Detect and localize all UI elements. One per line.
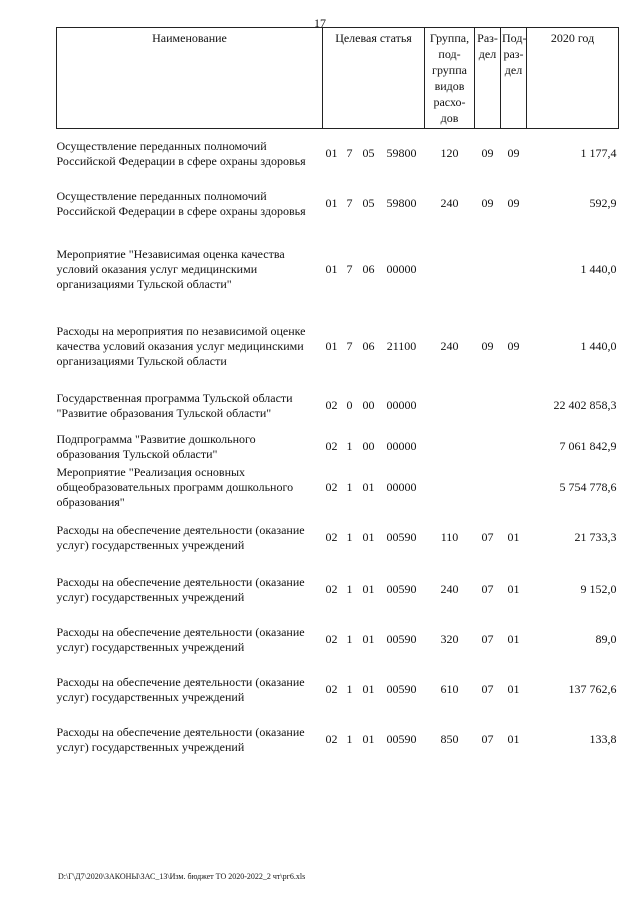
row-subsection	[501, 429, 527, 465]
row-name: Расходы на обеспечение деятельности (оказание услуг) государственных учреждений	[56, 522, 305, 552]
row-cs2: 1	[346, 682, 353, 696]
row-section	[475, 239, 501, 301]
row-amount: 89,0	[595, 632, 617, 646]
row-section	[475, 429, 501, 465]
row-cs4: 00590	[386, 732, 417, 746]
row-group	[425, 383, 475, 429]
row-cs4: 59800	[386, 146, 417, 161]
row-cs1: 02	[325, 530, 338, 544]
row-subsection: 01	[507, 530, 520, 544]
row-cs4: 00590	[386, 582, 417, 596]
row-section: 07	[481, 632, 494, 646]
row-name: Подпрограмма "Развитие дошкольного образования Тульской области"	[56, 431, 256, 461]
row-name: Расходы на обеспечение деятельности (оказание услуг) государственных учреждений	[56, 574, 305, 604]
row-cs2: 1	[346, 582, 353, 596]
row-amount: 5 754 778,6	[559, 480, 617, 494]
row-group: 120	[440, 146, 459, 161]
row-cs2: 7	[346, 146, 353, 161]
row-amount: 21 733,3	[574, 530, 617, 544]
row-cs1: 02	[325, 582, 338, 596]
table-row	[57, 311, 619, 383]
row-group: 850	[440, 732, 459, 746]
row-cs4: 00000	[386, 262, 417, 276]
row-section: 07	[481, 732, 494, 746]
row-amount: 9 152,0	[580, 582, 617, 596]
row-cs2: 1	[346, 480, 353, 494]
row-group	[425, 239, 475, 301]
header-name: Наименование	[57, 28, 323, 129]
row-section: 07	[481, 530, 494, 544]
row-amount: 137 762,6	[568, 682, 617, 696]
row-group: 240	[440, 582, 459, 596]
row-section: 09	[481, 339, 494, 353]
row-name: Государственная программа Тульской области "Развитие образования Тульской области"	[56, 390, 293, 420]
row-cs3: 05	[362, 146, 375, 161]
row-amount: 1 177,4	[580, 146, 617, 161]
row-cs1: 01	[325, 146, 338, 161]
row-name: Мероприятие "Реализация основных общеобразовательных программ дошкольного образования"	[56, 465, 294, 509]
row-subsection: 01	[507, 732, 520, 746]
row-cs4: 00590	[386, 682, 417, 696]
row-group: 240	[440, 196, 459, 210]
row-subsection: 01	[507, 582, 520, 596]
row-subsection: 01	[507, 682, 520, 696]
row-amount: 22 402 858,3	[553, 398, 617, 412]
row-subsection: 01	[507, 632, 520, 646]
table-row	[57, 715, 619, 765]
row-cs3: 01	[362, 582, 375, 596]
table-row	[57, 665, 619, 715]
row-amount: 592,9	[589, 196, 617, 210]
page-number: 17	[314, 16, 326, 30]
row-cs1: 02	[325, 439, 338, 453]
row-cs1: 01	[325, 262, 338, 276]
row-cs1: 01	[325, 339, 338, 353]
row-section: 07	[481, 682, 494, 696]
row-section: 09	[481, 196, 494, 210]
row-cs2: 1	[346, 632, 353, 646]
table-row	[57, 239, 619, 301]
row-section: 07	[481, 582, 494, 596]
header-group: Группа, под- группа видов расхо- дов	[425, 28, 475, 129]
row-name: Расходы на обеспечение деятельности (оказание услуг) государственных учреждений	[56, 674, 305, 704]
row-cs2: 7	[346, 339, 353, 353]
header-year: 2020 год	[527, 28, 619, 129]
row-cs1: 02	[325, 632, 338, 646]
header-section: Раз- дел	[475, 28, 501, 129]
table-header-row	[57, 28, 619, 129]
row-name: Осуществление переданных полномочий Российской Федерации в сфере охраны здоровья	[56, 138, 306, 168]
row-cs3: 01	[362, 732, 375, 746]
row-cs2: 1	[346, 732, 353, 746]
row-name: Расходы на мероприятия по независимой оценке качества условий оказания услуг медицинскими организациями Тульской области	[56, 324, 306, 368]
row-group	[425, 429, 475, 465]
row-section	[475, 383, 501, 429]
row-cs1: 02	[325, 480, 338, 494]
row-cs2: 1	[346, 530, 353, 544]
row-name: Расходы на обеспечение деятельности (оказание услуг) государственных учреждений	[56, 624, 305, 654]
row-subsection: 09	[507, 146, 520, 161]
row-cs2: 7	[346, 262, 353, 276]
table-row	[57, 465, 619, 511]
table-row	[57, 565, 619, 615]
row-cs4: 00590	[386, 632, 417, 646]
row-cs4: 00000	[386, 398, 417, 412]
row-name: Мероприятие "Независимая оценка качества условий оказания услуг медицинскими организациями Тульской области"	[56, 247, 285, 291]
row-cs1: 02	[325, 732, 338, 746]
row-cs4: 59800	[386, 196, 417, 210]
row-cs4: 21100	[386, 339, 417, 353]
row-cs3: 00	[362, 398, 375, 412]
row-section: 09	[481, 146, 494, 161]
footer-file-path: D:\Г\Д7\2020\ЗАКОНЫ\ЗАС_13\Изм. бюджет ТО 2020-2022_2 чт\рг6.xls	[58, 872, 306, 881]
row-subsection: 09	[507, 196, 520, 210]
row-cs3: 01	[362, 480, 375, 494]
table-row	[57, 511, 619, 565]
row-cs1: 02	[325, 682, 338, 696]
row-cs1: 02	[325, 398, 338, 412]
row-cs3: 01	[362, 530, 375, 544]
row-subsection	[501, 239, 527, 301]
row-cs3: 00	[362, 439, 375, 453]
row-cs4: 00000	[386, 439, 417, 453]
header-subsection: Под- раз- дел	[501, 28, 527, 129]
table-row	[57, 129, 619, 179]
row-name: Расходы на обеспечение деятельности (оказание услуг) государственных учреждений	[56, 724, 305, 754]
budget-table	[56, 27, 619, 765]
header-target-article: Целевая статья	[323, 28, 425, 129]
table-row	[57, 383, 619, 429]
row-cs4: 00000	[386, 480, 417, 494]
table-row	[57, 179, 619, 229]
row-subsection: 09	[507, 339, 520, 353]
table-row	[57, 429, 619, 465]
row-cs3: 06	[362, 262, 375, 276]
table-row	[57, 615, 619, 665]
row-name: Осуществление переданных полномочий Российской Федерации в сфере охраны здоровья	[56, 188, 306, 218]
row-section	[475, 465, 501, 511]
row-cs4: 00590	[386, 530, 417, 544]
row-cs3: 06	[362, 339, 375, 353]
row-subsection	[501, 383, 527, 429]
row-amount: 7 061 842,9	[559, 439, 617, 453]
row-amount: 1 440,0	[580, 262, 617, 276]
row-cs2: 1	[346, 439, 353, 453]
row-cs3: 01	[362, 632, 375, 646]
row-group: 320	[440, 632, 459, 646]
row-cs2: 7	[346, 196, 353, 210]
row-cs3: 01	[362, 682, 375, 696]
row-group: 610	[440, 682, 459, 696]
row-amount: 133,8	[589, 732, 617, 746]
row-subsection	[501, 465, 527, 511]
row-group: 110	[440, 530, 459, 544]
row-group	[425, 465, 475, 511]
row-cs2: 0	[346, 398, 353, 412]
row-cs1: 01	[325, 196, 338, 210]
row-amount: 1 440,0	[580, 339, 617, 353]
row-cs3: 05	[362, 196, 375, 210]
row-group: 240	[440, 339, 459, 353]
